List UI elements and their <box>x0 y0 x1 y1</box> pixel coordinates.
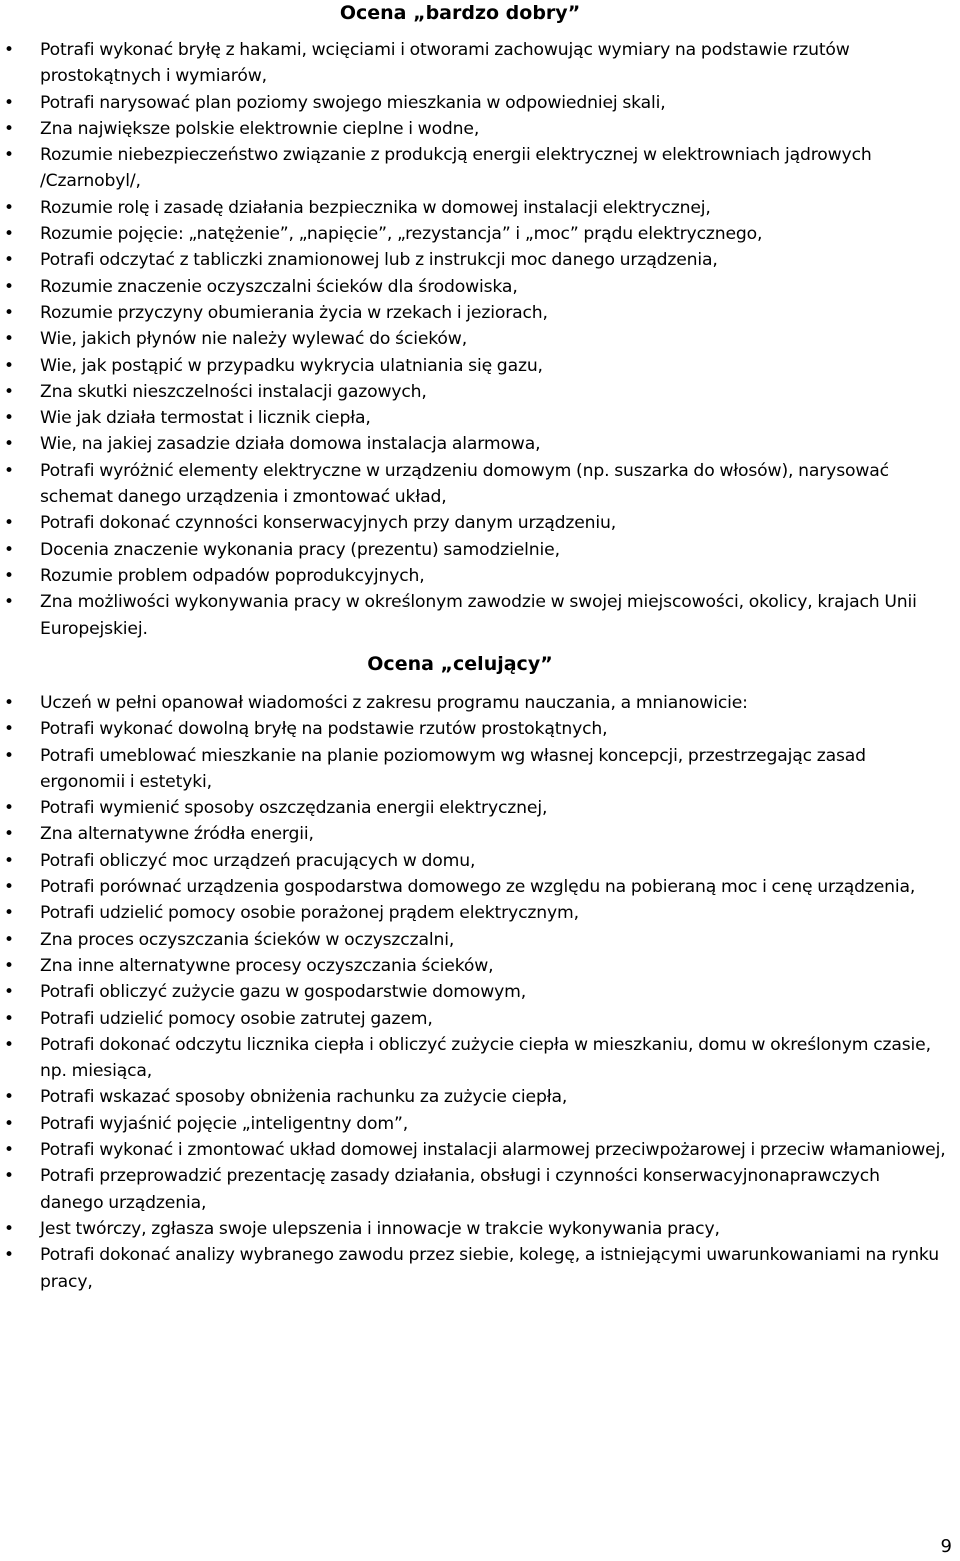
list-item <box>0 795 960 821</box>
list-item-text: Zna alternatywne źródła energii, <box>40 824 314 845</box>
bullet-icon: • <box>4 539 14 560</box>
list-item <box>0 90 960 116</box>
list-item <box>0 326 960 352</box>
section-heading-bardzo-dobry: Ocena „bardzo dobry” <box>339 2 581 24</box>
list-item-text: Potrafi umeblować mieszkanie na planie poziomowym wg własnej koncepcji, przestrzegając zasad ergonomii i estetyki, <box>40 745 866 792</box>
list-item <box>0 431 960 457</box>
bullet-icon: • <box>4 408 14 429</box>
bullet-icon: • <box>4 302 14 323</box>
list-item <box>0 563 960 589</box>
list-item-text: Jest twórczy, zgłasza swoje ulepszenia i innowacje w trakcie wykonywania pracy, <box>40 1218 720 1239</box>
list-item-text: Rozumie rolę i zasadę działania bezpiecznika w domowej instalacji elektrycznej, <box>40 197 711 218</box>
page-number: 9 <box>940 1536 952 1557</box>
list-item <box>0 927 960 953</box>
list-item-text: Potrafi dokonać analizy wybranego zawodu przez siebie, kolegę, a istniejącymi uwarunkowaniami na rynku pracy, <box>40 1245 939 1292</box>
list-item <box>0 247 960 273</box>
list-item-text: Uczeń w pełni opanował wiadomości z zakresu programu nauczania, a mnianowicie: <box>40 693 748 713</box>
bullet-icon: • <box>4 929 14 950</box>
bullet-icon: • <box>4 850 14 871</box>
bullet-icon: • <box>4 1034 14 1055</box>
list-item-text: Potrafi dokonać czynności konserwacyjnych przy danym urządzeniu, <box>40 513 617 534</box>
bullet-icon: • <box>4 1140 14 1161</box>
bullet-icon: • <box>4 1218 14 1239</box>
bullet-icon: • <box>4 224 14 245</box>
list-item <box>0 589 960 642</box>
bullet-icon: • <box>4 719 14 740</box>
bullet-icon: • <box>4 197 14 218</box>
bullet-icon: • <box>4 40 14 60</box>
bullet-icon: • <box>4 693 14 713</box>
bullet-icon: • <box>4 1087 14 1108</box>
list-item-text: Potrafi obliczyć zużycie gazu w gospodarstwie domowym, <box>40 982 527 1003</box>
list-item <box>0 37 960 90</box>
list-item-text: Potrafi porównać urządzenia gospodarstwa domowego ze względu na pobieraną moc i cenę urządzenia, <box>40 877 916 898</box>
list-item-text: Rozumie niebezpieczeństwo związanie z produkcją energii elektrycznej w elektrowniach jądrowych /Czarnobyl/, <box>40 145 872 192</box>
list-item-text: Zna największe polskie elektrownie cieplne i wodne, <box>40 118 480 139</box>
list-item-text: Wie, jakich płynów nie należy wylewać do ścieków, <box>40 329 468 350</box>
section-heading-celujacy: Ocena „celujący” <box>367 653 553 675</box>
list-item <box>0 716 960 742</box>
list-item <box>0 510 960 536</box>
list-item-text: Potrafi wymienić sposoby oszczędzania energii elektrycznej, <box>40 798 548 819</box>
bullet-icon: • <box>4 355 14 376</box>
bullet-icon: • <box>4 877 14 898</box>
list-item-text: Potrafi wyróżnić elementy elektryczne w urządzeniu domowym (np. suszarka do włosów), narysować schemat danego urządzenia i zmontować układ, <box>40 460 889 508</box>
bullet-icon: • <box>4 824 14 845</box>
list-item-text: Potrafi wskazać sposoby obniżenia rachunku za zużycie ciepła, <box>40 1087 568 1108</box>
bullet-icon: • <box>4 381 14 402</box>
list-item-text: Rozumie przyczyny obumierania życia w rzekach i jeziorach, <box>40 302 548 323</box>
list-item <box>0 1163 960 1216</box>
list-item <box>0 405 960 431</box>
list-item-text: Potrafi odczytać z tabliczki znamionowej lub z instrukcji moc danego urządzenia, <box>40 250 718 271</box>
list-item <box>0 195 960 221</box>
list-item <box>0 821 960 847</box>
list-item <box>0 274 960 300</box>
bullet-icon: • <box>4 1113 14 1134</box>
bullet-icon: • <box>4 903 14 924</box>
list-item <box>0 1242 960 1295</box>
list-item <box>0 1111 960 1137</box>
list-item-text: Potrafi dokonać odczytu licznika ciepła i obliczyć zużycie ciepła w mieszkaniu, domu w określonym czasie, np. miesiąca, <box>40 1034 931 1082</box>
bullet-icon: • <box>4 250 14 271</box>
list-item <box>0 1084 960 1110</box>
list-item-text: Docenia znaczenie wykonania pracy (prezentu) samodzielnie, <box>40 539 560 560</box>
list-item <box>0 142 960 195</box>
list-item-text: Rozumie problem odpadów poprodukcyjnych, <box>40 565 425 586</box>
list-item-text: Zna możliwości wykonywania pracy w określonym zawodzie w swojej miejscowości, okolicy, krajach Unii Europejskiej. <box>40 592 917 639</box>
list-item <box>0 690 960 716</box>
bullet-icon: • <box>4 329 14 350</box>
list-item <box>0 221 960 247</box>
list-item <box>0 1216 960 1242</box>
bullet-icon: • <box>4 513 14 534</box>
list-item-text: Potrafi wyjaśnić pojęcie „inteligentny dom”, <box>40 1113 409 1134</box>
list-item-text: Potrafi udzielić pomocy osobie zatrutej gazem, <box>40 1008 433 1029</box>
list-item <box>0 953 960 979</box>
list-item <box>0 979 960 1005</box>
list-item <box>0 458 960 511</box>
list-item <box>0 537 960 563</box>
list-item <box>0 353 960 379</box>
list-item <box>0 874 960 900</box>
list-item-text: Wie, na jakiej zasadzie działa domowa instalacja alarmowa, <box>40 434 541 455</box>
list-item <box>0 1137 960 1163</box>
list-item <box>0 743 960 796</box>
list-item-text: Rozumie znaczenie oczyszczalni ścieków dla środowiska, <box>40 276 518 297</box>
bullet-icon: • <box>4 460 14 481</box>
bullet-icon: • <box>4 982 14 1003</box>
bullet-icon: • <box>4 955 14 976</box>
list-item-text: Potrafi narysować plan poziomy swojego mieszkania w odpowiedniej skali, <box>40 92 666 113</box>
list-item <box>0 848 960 874</box>
bullet-icon: • <box>4 118 14 139</box>
bullet-icon: • <box>4 592 14 613</box>
list-item-text: Potrafi udzielić pomocy osobie porażonej prądem elektrycznym, <box>40 903 579 924</box>
bullet-icon: • <box>4 1008 14 1029</box>
list-item <box>0 379 960 405</box>
bullet-icon: • <box>4 145 14 166</box>
bullet-icon: • <box>4 1245 14 1266</box>
bullet-icon: • <box>4 1166 14 1187</box>
bullet-icon: • <box>4 276 14 297</box>
list-item-text: Wie, jak postąpić w przypadku wykrycia ulatniania się gazu, <box>40 355 543 376</box>
list-item-text: Potrafi wykonać bryłę z hakami, wcięciami i otworami zachowując wymiary na podstawie rzutów prostokątnych i wymiarów, <box>40 40 850 87</box>
bullet-icon: • <box>4 745 14 766</box>
list-item-text: Potrafi wykonać i zmontować układ domowej instalacji alarmowej przeciwpożarowej i przeciw włamaniowej, <box>40 1140 946 1161</box>
list-item <box>0 900 960 926</box>
list-item <box>0 300 960 326</box>
bullet-icon: • <box>4 92 14 113</box>
list-item-text: Wie jak działa termostat i licznik ciepła, <box>40 408 371 429</box>
list-item-text: Zna proces oczyszczania ścieków w oczyszczalni, <box>40 929 455 950</box>
criteria-list-bardzo-dobry <box>0 37 960 642</box>
list-item-text: Potrafi wykonać dowolną bryłę na podstawie rzutów prostokątnych, <box>40 719 608 740</box>
bullet-icon: • <box>4 565 14 586</box>
list-item <box>0 116 960 142</box>
list-item-text: Zna skutki nieszczelności instalacji gazowych, <box>40 381 427 402</box>
list-item-text: Zna inne alternatywne procesy oczyszczania ścieków, <box>40 955 494 976</box>
list-item <box>0 1006 960 1032</box>
criteria-list-celujacy <box>0 690 960 1295</box>
bullet-icon: • <box>4 434 14 455</box>
list-item <box>0 1032 960 1085</box>
list-item-text: Potrafi przeprowadzić prezentację zasady działania, obsługi i czynności konserwacyjnonaprawczych danego urządzenia, <box>40 1166 880 1213</box>
list-item-text: Rozumie pojęcie: „natężenie”, „napięcie”, „rezystancja” i „moc” prądu elektrycznego, <box>40 224 763 245</box>
list-item-text: Potrafi obliczyć moc urządzeń pracujących w domu, <box>40 850 476 871</box>
bullet-icon: • <box>4 798 14 819</box>
